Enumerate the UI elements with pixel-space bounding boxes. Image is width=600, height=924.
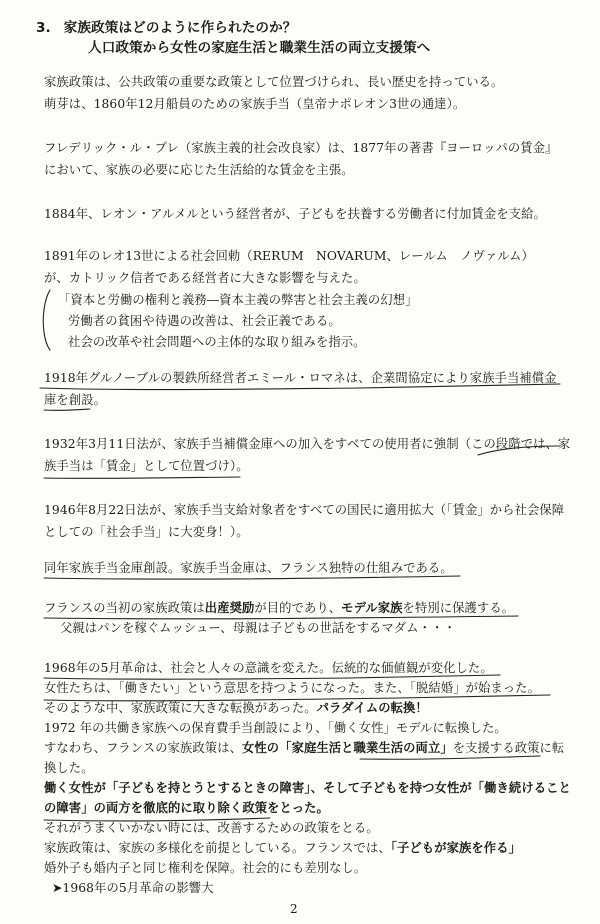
bold-paragraph-line: 働く女性が「子どもを持とうとするときの障害」、そして子どもを持つ女性が「働き続けること: [44, 781, 571, 795]
text-run: が目的であり、: [254, 601, 342, 615]
bold-text: モデル家族: [341, 601, 403, 615]
page-number: 2: [290, 902, 298, 916]
paragraph-line: 女性たちは、「働きたい」という意思を持つようになった。また、「脱結婚」が始まった。: [44, 681, 540, 695]
paragraph-line: 1972 年の共働き家族への保育費手当創設により、「働く女性」モデルに転換した。: [44, 721, 507, 735]
text-run: 家族政策は、家族の多様化を前提としている。フランスでは、: [44, 841, 391, 855]
text-run: フランスの当初の家族政策は: [44, 601, 205, 615]
paragraph-line: 換した。: [44, 761, 94, 775]
paragraph-line: 庫を創設。: [44, 393, 106, 407]
paragraph-line: 1968年の5月革命は、社会と人々の意識を変えた。伝統的な価値観が変化した。: [44, 661, 493, 675]
paragraph-line: としての「社会手当」に大変身！）。: [44, 525, 249, 539]
section-title: 家族政策はどのように作られたのか？: [63, 20, 297, 36]
paragraph-line: 同年家族手当金庫創設。家族手当金庫は、フランス独特の仕組みである。: [44, 561, 453, 575]
paragraph-line: が、カトリック信者である経営者に大きな影響を与えた。: [44, 271, 366, 285]
bold-text: 「子どもが家族を作る」: [390, 841, 521, 855]
section-number: 3.: [36, 20, 51, 36]
quote-line: 社会の改革や社会問題への主体的な取り組みを指示。: [68, 335, 366, 349]
paragraph-line: 1932年3月11日法が、家族手当補償金庫への加入をすべての使用者に強制（この段階では、家: [44, 437, 571, 451]
bullet-line: ➤1968年の5月革命の影響大: [52, 881, 214, 895]
text-run: すなわち、フランスの家族政策は、: [44, 741, 242, 755]
underline-mark: [44, 409, 90, 410]
paragraph-line: [44, 600, 514, 616]
section-subtitle: 人口政策から女性の家庭生活と職業生活の両立支援策へ: [88, 40, 431, 56]
bold-text: 出産奨励: [204, 601, 255, 615]
section-heading: [36, 20, 296, 36]
paragraph-line: 1946年8月22日法が、家族手当支給対象者をすべての国民に適用拡大（「賃金」から社会保障: [44, 503, 565, 517]
paragraph-line: フレデリック・ル・プレ（家族主義的社会改良家）は、1877年の著書『ヨーロッパの賃金』: [44, 141, 558, 155]
paragraph-line: それがうまくいかない時には、改善するための政策をとる。: [44, 821, 379, 835]
paragraph-line: [44, 700, 428, 716]
paragraph-line: において、家族の必要に応じた生活給的な賃金を主張。: [44, 163, 354, 177]
paragraph-line: 1891年のレオ13世による社会回勅（RERUM NOVARUM、レールム ノヴァルム）: [44, 249, 534, 263]
paragraph-line: 家族政策は、公共政策の重要な政策として位置づけられ、長い歴史を持っている。: [44, 75, 504, 89]
paragraph-line: 1918年グルノーブルの製鉄所経営者エミール・ロマネは、企業間協定により家族手当補償金: [44, 371, 557, 385]
underline-mark: [44, 576, 460, 579]
paragraph-line: [44, 840, 521, 856]
text-run: を特別に保護する。: [402, 601, 515, 615]
underline-mark: [360, 756, 540, 759]
text-run: を支援する政策に転: [452, 741, 565, 755]
paragraph-line: 萌芽は、1860年12月船員のための家族手当（皇帝ナポレオン3世の通達）。: [44, 97, 466, 111]
bracket-mark: [43, 290, 50, 350]
bold-text: パラダイムの転換！: [316, 701, 428, 715]
paragraph-line: [44, 740, 564, 756]
underline-mark: [44, 477, 240, 478]
quote-line: 「資本と労働の権利と義務―資本主義の弊害と社会主義の幻想」: [58, 293, 418, 307]
paragraph-line: 父親はパンを稼ぐムッシュー、母親は子どもの世話をするマダム・・・: [60, 621, 456, 635]
paragraph-line: 婚外子も婚内子と同じ権利を保障。社会的にも差別なし。: [44, 861, 367, 875]
paragraph-line: 1884年、レオン・アルメルという経営者が、子どもを扶養する労働者に付加賃金を支給。: [44, 207, 546, 221]
bold-paragraph-line: の障害」の両方を徹底的に取り除く政策をとった。: [44, 801, 329, 815]
quote-line: 労働者の貧困や待遇の改善は、社会正義である。: [68, 314, 341, 328]
paragraph-line: 族手当は「賃金」として位置づけ）。: [44, 459, 249, 473]
bold-text: 女性の「家庭生活と職業生活の両立」: [241, 741, 453, 755]
underline-mark: [44, 616, 518, 619]
text-run: そのような中、家族政策に大きな転換があった。: [44, 701, 317, 715]
